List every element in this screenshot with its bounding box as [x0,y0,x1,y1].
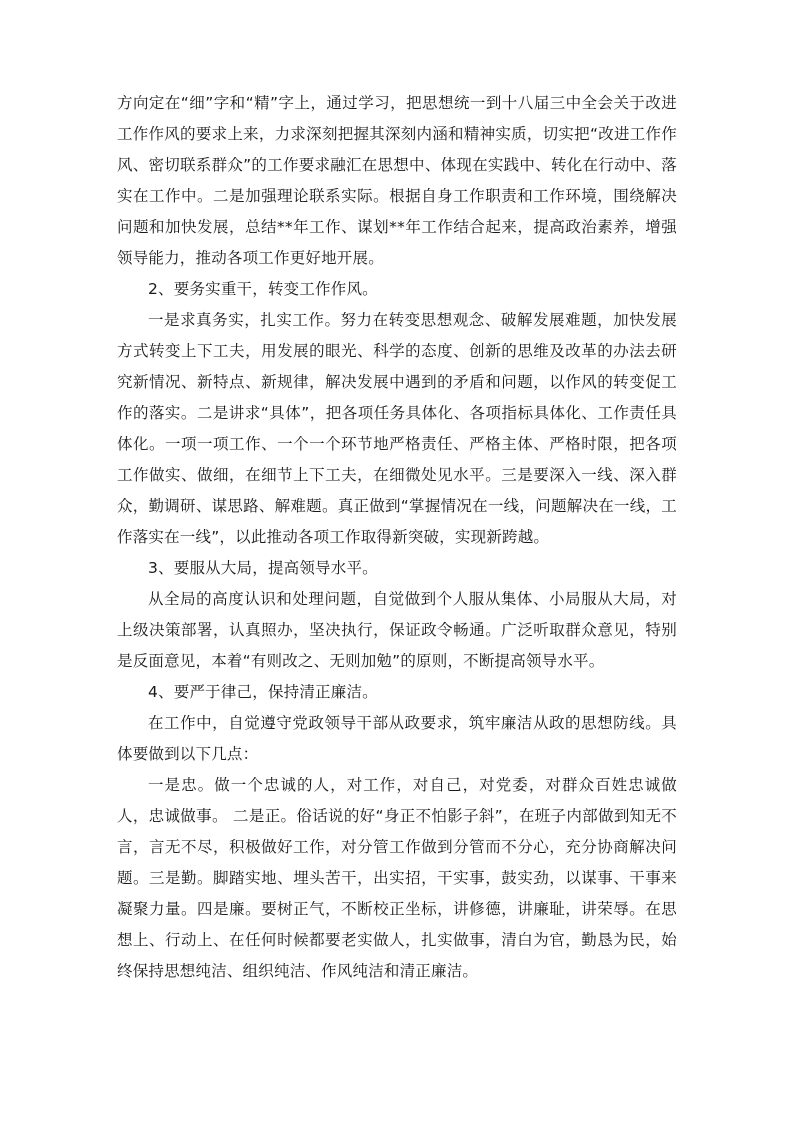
paragraph-item-2-body: 一是求真务实，扎实工作。努力在转变思想观念、破解发展难题，加快发展方式转变上下工夫，用发展的眼光、科学的态度、创新的思维及改革的办法去研究新情况、新特点、新规律，解决发展中遇到的矛盾和问题，以作风的转变促工作的落实。二是讲求“具体”，把各项任务具体化、各项指标具体化、工作责任具体化。一项一项工作、一个一个环节地严格责任、严格主体、严格时限，把各项工作做实、做细，在细节上下工夫，在细微处见水平。三是要深入一线、深入群众，勤调研、谋思路、解难题。真正做到“掌握情况在一线，问题解决在一线，工作落实在一线”，以此推动各项工作取得新突破，实现新跨越。 [117,311,677,546]
paragraph-continued-intro: 方向定在“细”字和“精”字上，通过学习，把思想统一到十八届三中全会关于改进工作作风的要求上来，力求深刻把握其深刻内涵和精神实质，切实把“改进工作作风、密切联系群众”的工作要求融汇在思想中、体现在实践中、转化在行动中、落实在工作中。二是加强理论联系实际。根据自身工作职责和工作环境，围绕解决问题和加快发展，总结**年工作、谋划**年工作结合起来，提高政治素养，增强领导能力，推动各项工作更好地开展。 [117,94,677,267]
paragraph-item-4-body: 一是忠。做一个忠诚的人，对工作，对自己，对党委，对群众百姓忠诚做人，忠诚做事。 二是正。俗话说的好“身正不怕影子斜”，在班子内部做到知无不言，言无不尽，积极做好工作，对分管工作做到分管而不分心，充分协商解决问题。三是勤。脚踏实地、埋头苦干，出实招，干实事，鼓实劲，以谋事、干事来凝聚力量。四是廉。要树正气，不断校正坐标，讲修德，讲廉耻，讲荣辱。在思想上、行动上、在任何时候都要老实做人，扎实做事，清白为官，勤恳为民，始终保持思想纯洁、组织纯洁、作风纯洁和清正廉洁。 [117,776,677,980]
heading-item-3: 3、要服从大局，提高领导水平。 [148,559,378,577]
heading-item-4: 4、要严于律己，保持清正廉洁。 [148,683,378,701]
document-body [117,88,677,987]
paragraph-item-4-intro: 在工作中，自觉遵守党政领导干部从政要求，筑牢廉洁从政的思想防线。具体要做到以下几点： [117,714,677,763]
heading-item-2: 2、要务实重干，转变工作作风。 [148,280,378,298]
paragraph-item-3-body: 从全局的高度认识和处理问题，自觉做到个人服从集体、小局服从大局，对上级决策部署，认真照办，坚决执行，保证政令畅通。广泛听取群众意见，特别是反面意见，本着“有则改之、无则加勉”的原则，不断提高领导水平。 [117,590,677,670]
